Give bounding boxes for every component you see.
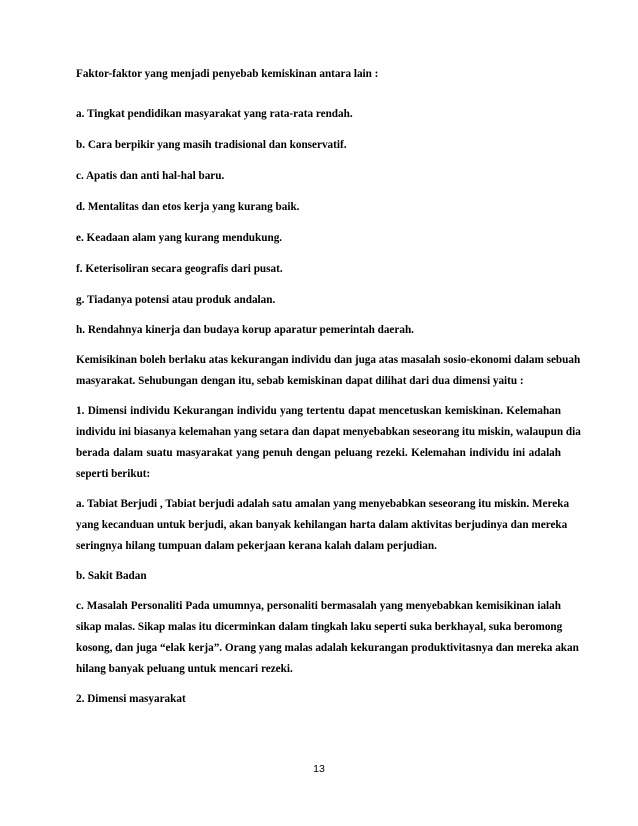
factor-a: a. Tingkat pendidikan masyarakat yang rata-rata rendah. bbox=[76, 108, 353, 120]
point-a-line: a. Tabiat Berjudi , Tabiat berjudi adalah satu amalan yang menyebabkan seseorang itu miskin. Mereka bbox=[76, 498, 570, 510]
point-c-line: kosong, dan juga “elak kerja”. Orang yang malas adalah kekurangan produktivitasnya dan mereka akan bbox=[76, 642, 579, 654]
point-a-line: yang kecanduan untuk berjudi, akan banyak kehilangan harta dalam aktivitas berjudinya dan mereka bbox=[76, 519, 568, 531]
factor-h: h. Rendahnya kinerja dan budaya korup aparatur pemerintah daerah. bbox=[76, 324, 414, 336]
factor-g: g. Tiadanya potensi atau produk andalan. bbox=[76, 294, 276, 306]
factor-b: b. Cara berpikir yang masih tradisional dan konservatif. bbox=[76, 139, 347, 151]
section-heading: Faktor-faktor yang menjadi penyebab kemiskinan antara lain : bbox=[76, 68, 379, 80]
dimension1-line: seperti berikut: bbox=[76, 468, 151, 480]
page-number: 13 bbox=[313, 763, 325, 775]
intro-line: masyarakat. Sehubungan dengan itu, sebab kemiskinan dapat dilihat dari dua dimensi yaitu : bbox=[76, 375, 524, 387]
factor-e: e. Keadaan alam yang kurang mendukung. bbox=[76, 232, 283, 244]
dimension1-line: berada dalam suatu masyarakat yang penuh dengan peluang rezeki. Kelemahan individu ini adalah bbox=[76, 447, 561, 459]
point-b: b. Sakit Badan bbox=[76, 570, 147, 582]
point-c-line: sikap malas. Sikap malas itu dicerminkan dalam tingkah laku seperti suka berkhayal, suka beromong bbox=[76, 621, 563, 633]
dimension1-line: individu ini biasanya kelemahan yang setara dan dapat menyebabkan seseorang itu miskin, walaupun dia bbox=[76, 426, 581, 438]
point-a-line: seringnya hilang tumpuan dalam pekerjaan kerana kalah dalam perjudian. bbox=[76, 540, 437, 552]
point-c-line: hilang banyak peluang untuk mencari rezeki. bbox=[76, 663, 293, 675]
dimension2-heading: 2. Dimensi masyarakat bbox=[76, 693, 186, 705]
dimension1-line: 1. Dimensi individu Kekurangan individu yang tertentu dapat mencetuskan kemiskinan. Kelemahan bbox=[76, 405, 561, 417]
point-c-line: c. Masalah Personaliti Pada umumnya, personaliti bermasalah yang menyebabkan kemisikinan ialah bbox=[76, 600, 561, 612]
factor-d: d. Mentalitas dan etos kerja yang kurang baik. bbox=[76, 201, 300, 213]
factor-c: c. Apatis dan anti hal-hal baru. bbox=[76, 170, 225, 182]
factor-f: f. Keterisoliran secara geografis dari pusat. bbox=[76, 263, 283, 275]
intro-line: Kemisikinan boleh berlaku atas kekurangan individu dan juga atas masalah sosio-ekonomi dalam sebuah bbox=[76, 354, 581, 366]
